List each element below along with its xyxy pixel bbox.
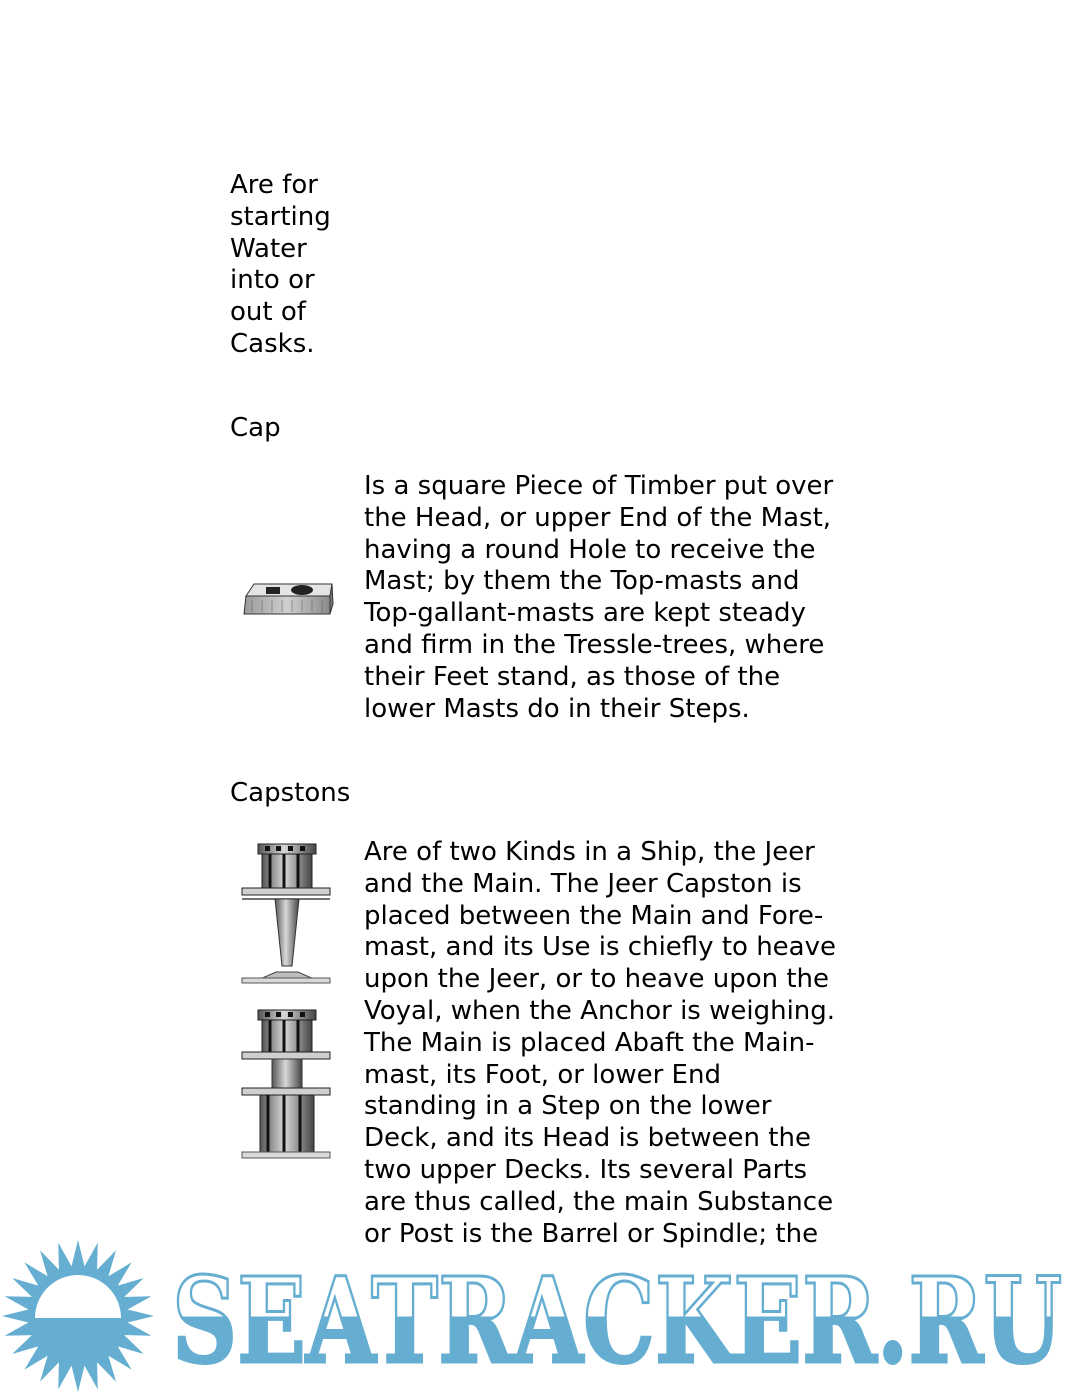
text-line: mast, its Foot, or lower End (364, 1059, 721, 1090)
jeer-capston-icon (238, 840, 334, 986)
text-line: Is a square Piece of Timber put over (364, 471, 834, 501)
capstons-definition (364, 837, 836, 1250)
text-line: upon the Jeer, or to heave upon the (364, 964, 830, 995)
text-line: lower Masts do in their Steps. (364, 693, 750, 724)
text-line: placed between the Main and Fore- (364, 900, 824, 931)
text-line: Water (230, 233, 307, 264)
intro-paragraph (230, 170, 331, 361)
text-line: The Main is placed Abaft the Main- (364, 1027, 815, 1058)
watermark (0, 1236, 1080, 1397)
text-line: having a round Hole to receive the (364, 534, 816, 565)
text-line: Top-gallant-masts are kept steady (364, 598, 806, 629)
text-line: and the Main. The Jeer Capston is (364, 868, 802, 899)
sun-logo-icon (2, 1240, 154, 1392)
text-line: starting (230, 201, 331, 232)
text-line: Mast; by them the Top-masts and (364, 566, 800, 597)
text-line: are thus called, the main Substance (364, 1186, 834, 1217)
cap-definition (364, 471, 833, 725)
watermark-text: SEATRACKER.RU (172, 1251, 1062, 1390)
text-line: Voyal, when the Anchor is weighing. (364, 995, 836, 1026)
cap-heading: Cap (230, 413, 281, 443)
capstons-heading: Capstons (230, 778, 351, 808)
main-capston-icon (238, 1006, 334, 1166)
text-line: into or (230, 265, 315, 296)
text-line: Are for (230, 170, 318, 200)
text-line: Casks. (230, 328, 315, 359)
text-line: out of (230, 297, 306, 328)
text-line: or Post is the Barrel or Spindle; the (364, 1218, 819, 1249)
text-line: standing in a Step on the lower (364, 1091, 772, 1122)
text-line: two upper Decks. Its several Parts (364, 1154, 808, 1185)
text-line: mast, and its Use is chiefly to heave (364, 932, 836, 963)
ship-cap-icon (240, 578, 336, 622)
text-line: the Head, or upper End of the Mast, (364, 502, 832, 533)
text-line: Are of two Kinds in a Ship, the Jeer (364, 837, 815, 867)
text-line: their Feet stand, as those of the (364, 661, 781, 692)
text-line: Deck, and its Head is between the (364, 1123, 811, 1154)
text-line: and firm in the Tressle-trees, where (364, 629, 825, 660)
